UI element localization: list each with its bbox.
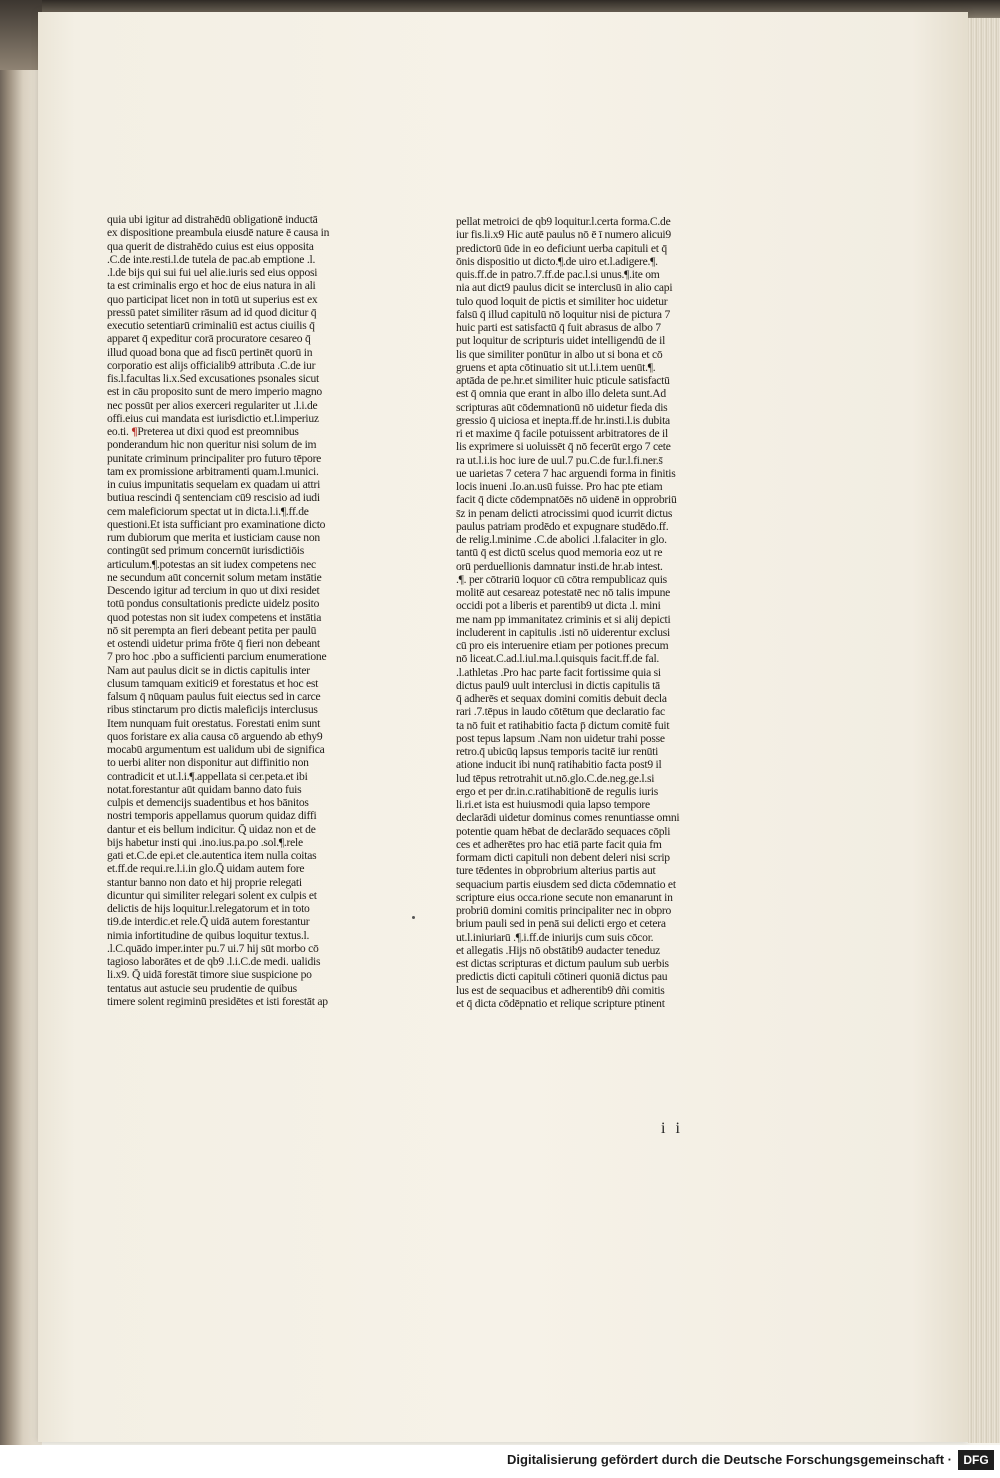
text-line: li.ri.et ista est huiusmodi quia lapso tempore <box>456 798 650 811</box>
text-line: ue uarietas 7 cetera 7 hac arguendi forma in finitis <box>456 466 676 480</box>
text-line: quia ubi igitur ad distrahēdū obligationē inductā <box>107 213 318 226</box>
text-line: quo participat licet non in totū ut superius est ex <box>107 292 318 306</box>
text-line: locis inueni .Io.an.usū fuisse. Pro hac pte etiam <box>456 480 663 493</box>
text-line: put loquitur de scripturis uidet intelligendū de il <box>456 334 666 348</box>
text-line: fis.l.facultas li.x.Sed excusationes psonales sicut <box>107 372 319 385</box>
text-line: probriū domini comitis principaliter nec in obpro <box>456 904 672 917</box>
text-line-rest: Preterea ut dixi quod est preomnibus <box>137 425 299 438</box>
text-line: delictis de hijs loquitur.l.relegatorum et in toto <box>107 902 310 915</box>
text-line: est dictas scripturas et dictum paulum sub uerbis <box>456 957 669 970</box>
text-line: et q̄ dicta cōdēpnatio et relique scripture ptinent <box>456 996 665 1010</box>
text-line: ōnis dispositio ut dicto.¶.de uiro et.l.adigere.¶. <box>456 254 658 268</box>
text-line: cem maleficiorum spectat ut in dicta.l.i.¶.ff.de <box>107 504 309 518</box>
text-line: retro.q̄ ubicūq lapsus temporis tacitē iur renūti <box>456 745 659 758</box>
text-line: ri et maxime q̄ facile potuissent arbitratores de il <box>456 427 668 440</box>
text-line: executio setentiarū criminaliū est actus ciuilis q̄ <box>107 319 315 332</box>
text-line: gressio q̄ uiciosa et inepta.ff.de hr.insti.l.is dubita <box>456 413 670 427</box>
text-line: nō sit perempta an fieri debeant petita per paulū <box>107 623 317 637</box>
text-line: lis que similiter ponūtur in albo ut si bona et cō <box>456 347 663 361</box>
text-line: .l.athletas .Pro hac parte facit fortissime quia si <box>456 665 661 679</box>
text-line: tam ex promissione arbitramenti quam.l.munici. <box>107 464 319 478</box>
text-line: ut.l.iniuriarū .¶.i.ff.de iniurijs cum suis cōcor. <box>456 930 654 944</box>
text-line: Item nunquam fuit orestatus. Forestati enim sunt <box>107 716 321 730</box>
text-line: s̄z in penam delicti atrocissimi quod icurrit dictus <box>456 506 673 520</box>
text-line: timere solent regiminū presidētes et isti forestāt ap <box>107 994 328 1008</box>
text-line: ta est criminalis ergo et hoc de eius natura in ali <box>107 279 316 293</box>
text-line: nimia infortitudine de quibus loquitur textus.l. <box>107 928 310 942</box>
text-line: butiua rescindi q̄ sentenciam cū9 rescisio ad iudi <box>107 491 320 505</box>
text-line: huic parti est satisfactū q̄ fuit abrasus de albo 7 <box>456 321 661 334</box>
text-line: formam dicti capituli non debent deleri nisi scrip <box>456 851 670 864</box>
text-line: aptāda de pe.hr.et similiter huic pticule satisfactū <box>456 374 670 387</box>
text-line: articulum.¶.potestas an sit iudex competens nec <box>107 557 316 571</box>
text-line: rum dubiorum que merita et iusticiam cause non <box>107 531 320 544</box>
text-line: predictorū ūde in eo deficiunt uerba capituli et q̄ <box>456 241 667 255</box>
text-line: nostri temporis appellamus quorum quidaz diffi <box>107 809 317 823</box>
text-line: est q̄ omnia que erant in albo illo deleta sunt.Ad <box>456 387 666 401</box>
dfg-logo: DFG <box>958 1450 994 1470</box>
text-line: tagioso laborātes et de qb9 .l.i.C.de medi. ualidis <box>107 955 321 968</box>
text-line: occidi pot a liberis et parentib9 ut dicta .l. mini <box>456 599 661 613</box>
text-line: clusum tamquam exitici9 et forestatus et hoc est <box>107 676 319 690</box>
text-line: paulus patriam prodēdo et expugnare studēdo.ff. <box>456 519 669 533</box>
text-line: mocabū argumentum est ualidum ubi de significa <box>107 743 325 756</box>
text-line: ponderandum hic non queritur nisi solum de im <box>107 438 317 452</box>
text-line: includerent in capitulis .isti nō uiderentur exclusi <box>456 625 670 639</box>
text-line: q̄ adherēs et sequax domini comitis debuit decla <box>456 692 667 705</box>
text-line: declarādi uidetur dominus comes renuntiasse omni <box>456 811 680 825</box>
text-line: tulo quod loquit de pictis et similiter hoc uidetur <box>456 294 668 308</box>
text-line: 7 pro hoc .pbo a sufficienti parcium enumeratione <box>107 650 327 664</box>
text-line: contradicit et ut.l.i.¶.appellata si cer.peta.et ibi <box>107 769 308 783</box>
text-line: quos foristare ex alia causa cō arguendo ab ethy9 <box>107 729 323 743</box>
text-line: orū perduellionis damnatur insti.de hr.ab intest. <box>456 559 663 573</box>
text-line: in cuius impunitatis sequelam ex quadam ui attri <box>107 478 321 491</box>
text-line: questioni.Et ista sufficiant pro examinatione dicto <box>107 517 326 531</box>
text-line: pellat metroici de qb9 loquitur.l.certa forma.C.de <box>456 215 671 228</box>
text-line: ces et adherētes pro hac etiā parte facit quia fm <box>456 837 662 851</box>
text-line: punitate criminum principaliter pro futuro tēpore <box>107 451 322 465</box>
text-line: stantur banno non dato et hij proprie relegati <box>107 875 302 889</box>
text-line: lus est de sequacibus et adherentib9 dñi comitis <box>456 983 665 997</box>
text-line: nec possūt per alios exerceri regulariter ut .l.i.de <box>107 398 318 412</box>
text-line: predictis dicti capituli cōtineri quoniā dictus pau <box>456 970 668 984</box>
text-line: .¶. per cōtrariū loquor cū cōtra rempublicaz quis <box>456 572 667 586</box>
text-line: pressū patet similiter rāsum ad id quod dicitur q̄ <box>107 305 317 319</box>
text-line: ture tēdentes in obprobrium alterius partis aut <box>456 864 656 878</box>
text-line: gati et.C.de epi.et cle.autentica item nulla coitas <box>107 849 317 862</box>
text-line: me nam pp immanitatez criminis et si alij depicti <box>456 612 671 626</box>
text-line: dictus paul9 uult interclusi in dictis capitulis tā <box>456 678 660 692</box>
text-line: li.x9. Q̄ uidā forestāt timore siue suspicione po <box>107 968 312 982</box>
ink-dot <box>412 916 415 919</box>
text-line: illud quoad bona que ad fiscū pertinēt quorū in <box>107 345 313 359</box>
text-line: qua querit de distrahēdo cuius est eius opposita <box>107 239 314 253</box>
text-line: offi.eius cui mandata est iurisdictio et.l.imperiuz <box>107 411 319 425</box>
left-page-edge <box>0 0 42 1445</box>
text-line: quod potestas non sit iudex competens et instātia <box>107 610 322 624</box>
text-line: contingūt sed primum concernūt iurisdictiōis <box>107 544 305 558</box>
text-line: falsum q̄ nūquam paulus fuit eiectus sed in carce <box>107 690 321 703</box>
text-line: ex dispositione preambula eiusdē nature ē causa in <box>107 226 330 240</box>
text-line: totū pondus consultationis predicte uidelz posito <box>107 597 320 611</box>
text-line: apparet q̄ expeditur corā procuratore cesareo q̄ <box>107 332 311 346</box>
text-line: falsū q̄ illud capitulū nō loquitur nisi de pictura 7 <box>456 307 671 321</box>
text-line: nia aut dict9 paulus dicit se interclusū in alio capi <box>456 281 673 295</box>
text-line: facit q̄ dicte cōdempnatōēs nō uidenē in opprobriū <box>456 493 677 507</box>
text-line: corporatio est alijs officialib9 attributa .C.de iur <box>107 358 316 372</box>
text-line: culpis et demencijs suadentibus et hos bānitos <box>107 796 309 809</box>
text-line: iur fis.li.x9 Hic autē paulus nō ē ī numero alicui9 <box>456 228 671 242</box>
text-line: Descendo igitur ad tercium in quo ut dixi residet <box>107 584 320 597</box>
text-line: nō liceat.C.ad.l.iul.ma.l.quisquis facit.ff.de fal. <box>456 652 660 666</box>
text-line: et allegatis .Hijs nō obstātib9 audacter teneduz <box>456 943 661 957</box>
text-line: notat.forestantur aūt quidam banno dato fuis <box>107 782 302 796</box>
text-line: .l.de bijs qui sui fui uel alie.iuris sed eius opposi <box>107 266 318 279</box>
text-line: lis exprimere si uoluissēt q̄ nō fecerūt ergo 7 cete <box>456 440 671 454</box>
text-line: lud tēpus retrotrahit ut.nō.glo.C.de.neg.ge.l.si <box>456 771 655 785</box>
text-line: atione inducit ibi nunq̄ ratihabitio facta post9 il <box>456 758 662 772</box>
text-line: ergo et per dr.in.c.ratihabitionē de regulis iuris <box>456 784 659 798</box>
text-line: to uerbi aliter non disponitur aut diffinitio non <box>107 756 309 770</box>
text-line: ta nō fuit et ratihabitio facta p̄ dictum comitē fuit <box>456 718 670 732</box>
text-line: et ostendi uidetur prima frōte q̄ fieri non debeant <box>107 637 320 650</box>
left-text-column <box>107 213 357 1008</box>
text-line: .l.C.quādo imper.inter pu.7 ui.7 hij sūt morbo cō <box>107 941 319 955</box>
text-line: eo.ti. ¶Preterea ut dixi quod est preomnibus <box>107 425 299 438</box>
text-line: molitē aut cesareaz potestatē nec nō talis impune <box>456 586 671 599</box>
signature-mark: i i <box>661 1120 683 1137</box>
text-line: tentatus aut astucie seu prudentie de quibus <box>107 981 297 995</box>
text-line: rari .7.tēpus in laudo cōtētum que declaratio fac <box>456 705 665 719</box>
text-line: tantū q̄ est dictū scelus quod memoria eoz ut re <box>456 546 663 560</box>
text-line: et.ff.de requi.re.l.i.in glo.Q̄ uidam autem fore <box>107 862 305 876</box>
text-line: Nam aut paulus dicit se in dictis capitulis inter <box>107 663 310 677</box>
text-line: de relig.l.minime .C.de abolici .l.falaciter in glo. <box>456 533 667 546</box>
text-line: dantur et eis bellum indicitur. Q̄ uidaz non et de <box>107 822 316 836</box>
text-line: ra ut.l.i.is hoc iure de uul.7 pu.C.de fur.l.fi.ner.s̄ <box>456 453 663 467</box>
text-line: ribus stinctarum pro dictis maleficijs interclusus <box>107 703 318 717</box>
text-line: ti9.de interdic.et rele.Q̄ uidā autem forestantur <box>107 915 310 929</box>
text-line: sequacium partis eiusdem sed dicta cōdemnatio et <box>456 877 676 891</box>
text-line: dicuntur qui similiter relegari solent ex culpis et <box>107 888 317 902</box>
text-line: bijs habetur insti qui .ino.ius.pa.po .sol.¶.rele <box>107 835 303 849</box>
page-stack-edge <box>968 18 1000 1443</box>
right-text-column <box>456 215 706 1010</box>
funding-credit: Digitalisierung gefördert durch die Deutsche Forschungsgemeinschaft · <box>507 1452 952 1467</box>
text-line: .C.de inte.resti.l.de tutela de pac.ab emptione .l. <box>107 252 316 266</box>
text-line: gruens et apta cōtinuatio sit ut.l.i.tem uenūt.¶. <box>456 360 656 374</box>
text-line: quis.ff.de in patro.7.ff.de pac.l.si unus.¶.ite om <box>456 268 660 281</box>
text-line: post tepus lapsum .Nam non uidetur trahi posse <box>456 731 665 745</box>
text-line: ne secundum aūt concernit solum metam instātie <box>107 570 322 584</box>
text-line: scripture eius occa.rione secute non emanarunt in <box>456 890 673 904</box>
text-line: cū pro eis interuenire etiam per potiones precum <box>456 639 669 652</box>
text-line: scripturas aūt cōdemnationū nō uidetur fieda dis <box>456 400 668 414</box>
rubricated-initial: ¶ <box>131 425 138 438</box>
text-line: potentie quam hēbat de declarādo sequaces cōpli <box>456 824 671 838</box>
text-line: est in cāu proposito sunt de mero imperio magno <box>107 385 322 399</box>
text-line: brium pauli sed in penā sui delicti ergo et cetera <box>456 917 666 931</box>
